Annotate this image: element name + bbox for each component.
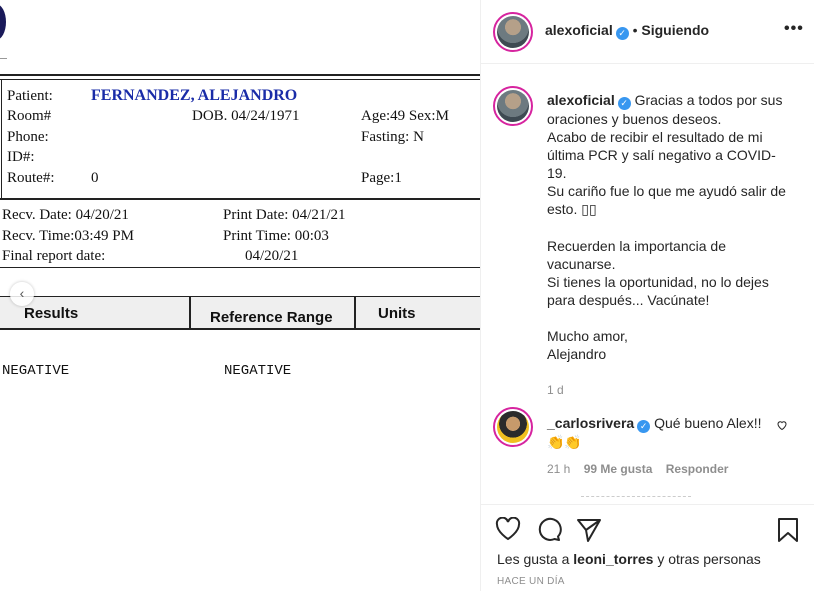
recv-date: Recv. Date: 04/20/21 (2, 207, 129, 223)
print-time: Print Time: 00:03 (223, 228, 329, 244)
caption-line-6: Mucho amor, (547, 328, 628, 344)
page-number: Page:1 (361, 170, 402, 186)
patient-name: FERNANDEZ, ALEJANDRO (91, 87, 298, 104)
fasting: Fasting: N (361, 129, 424, 145)
verified-badge-icon: ✓ (618, 97, 631, 110)
caption-line-1: Gracias a todos por sus oraciones y buenos deseos. (547, 92, 783, 127)
separator: • (632, 22, 642, 38)
likes-suffix[interactable]: y otras personas (657, 551, 761, 567)
result-value: NEGATIVE (2, 363, 70, 379)
divider (0, 74, 480, 76)
comment (547, 414, 767, 451)
commenter-avatar[interactable] (493, 407, 533, 447)
previous-image-button[interactable]: ‹ (10, 282, 34, 306)
post-actions (481, 504, 814, 591)
logo-dash (0, 58, 7, 59)
like-heart-icon[interactable] (495, 517, 521, 546)
reply-button[interactable]: Responder (665, 462, 729, 476)
verified-badge-icon: ✓ (637, 420, 650, 433)
caption-line-3: Su cariño fue lo que me ayudó salir de esto. (547, 183, 786, 217)
comment-text: Qué bueno Alex!! (654, 415, 762, 431)
caption-author-avatar[interactable] (493, 86, 533, 126)
age-sex: Age:49 Sex:M (361, 108, 449, 124)
phone-label: Phone: (7, 129, 49, 145)
author-avatar[interactable] (493, 12, 533, 52)
caption-line-2: Acabo de recibir el resultado de mi última PCR y salí negativo a COVID-19. (547, 129, 776, 181)
col-reference-range: Reference Range (210, 309, 333, 326)
verified-badge-icon: ✓ (616, 27, 629, 40)
comment-likes[interactable]: 99 Me gusta (583, 462, 653, 476)
final-report-date: 04/20/21 (245, 248, 299, 264)
caption-line-4: Recuerden la importancia de vacunarse. (547, 238, 726, 272)
recv-time: Recv. Time:03:49 PM (2, 228, 134, 244)
id-label: ID#: (7, 149, 35, 165)
post-date[interactable]: HACE UN DÍA (497, 576, 565, 587)
caption-line-7: Alejandro (547, 346, 607, 362)
col-units: Units (378, 305, 416, 322)
room-label: Room# (7, 108, 52, 124)
caption-timestamp[interactable]: 1 d (547, 383, 564, 397)
column-divider (354, 296, 356, 330)
post-header (481, 0, 814, 64)
author-username[interactable]: alexoficial (545, 22, 613, 38)
divider (0, 198, 480, 200)
lab-logo (0, 4, 6, 40)
like-comment-icon[interactable] (776, 418, 788, 436)
final-report-label: Final report date: (2, 248, 106, 264)
following-button[interactable]: Siguiendo (641, 22, 710, 38)
route-value: 0 (91, 170, 99, 186)
print-date: Print Date: 04/21/21 (223, 207, 346, 223)
col-results: Results (24, 305, 79, 322)
results-table-header (0, 296, 480, 330)
save-bookmark-icon[interactable] (777, 517, 799, 548)
column-divider (189, 296, 191, 330)
caption-line-5: Si tienes la oportunidad, no lo dejes para después... Vacúnate! (547, 274, 769, 308)
patient-label: Patient: (7, 88, 53, 104)
comment-bubble-icon[interactable] (536, 517, 562, 548)
liked-by-username[interactable]: leoni_torres (573, 551, 654, 567)
route-label: Route#: (7, 170, 55, 186)
more-options-icon[interactable]: ••• (784, 20, 804, 37)
hidden-replies-cutoff (581, 496, 691, 499)
header-user-line (545, 22, 709, 40)
commenter-username[interactable]: _carlosrivera (547, 415, 635, 431)
emoji-placeholder-icon: ▯▯ (581, 202, 597, 218)
likes-prefix: Les gusta a (497, 551, 570, 567)
comment-meta (547, 462, 728, 476)
share-paper-plane-icon[interactable] (576, 517, 602, 548)
comment-emoji: 👏👏 (547, 434, 582, 450)
comment-timestamp[interactable]: 21 h (547, 462, 571, 476)
dob: DOB. 04/24/1971 (192, 108, 300, 124)
likes-summary (497, 551, 761, 567)
divider (0, 267, 480, 268)
caption-username[interactable]: alexoficial (547, 92, 615, 108)
post-sidebar (480, 0, 814, 591)
reference-value: NEGATIVE (224, 363, 292, 379)
post-caption (547, 91, 787, 399)
